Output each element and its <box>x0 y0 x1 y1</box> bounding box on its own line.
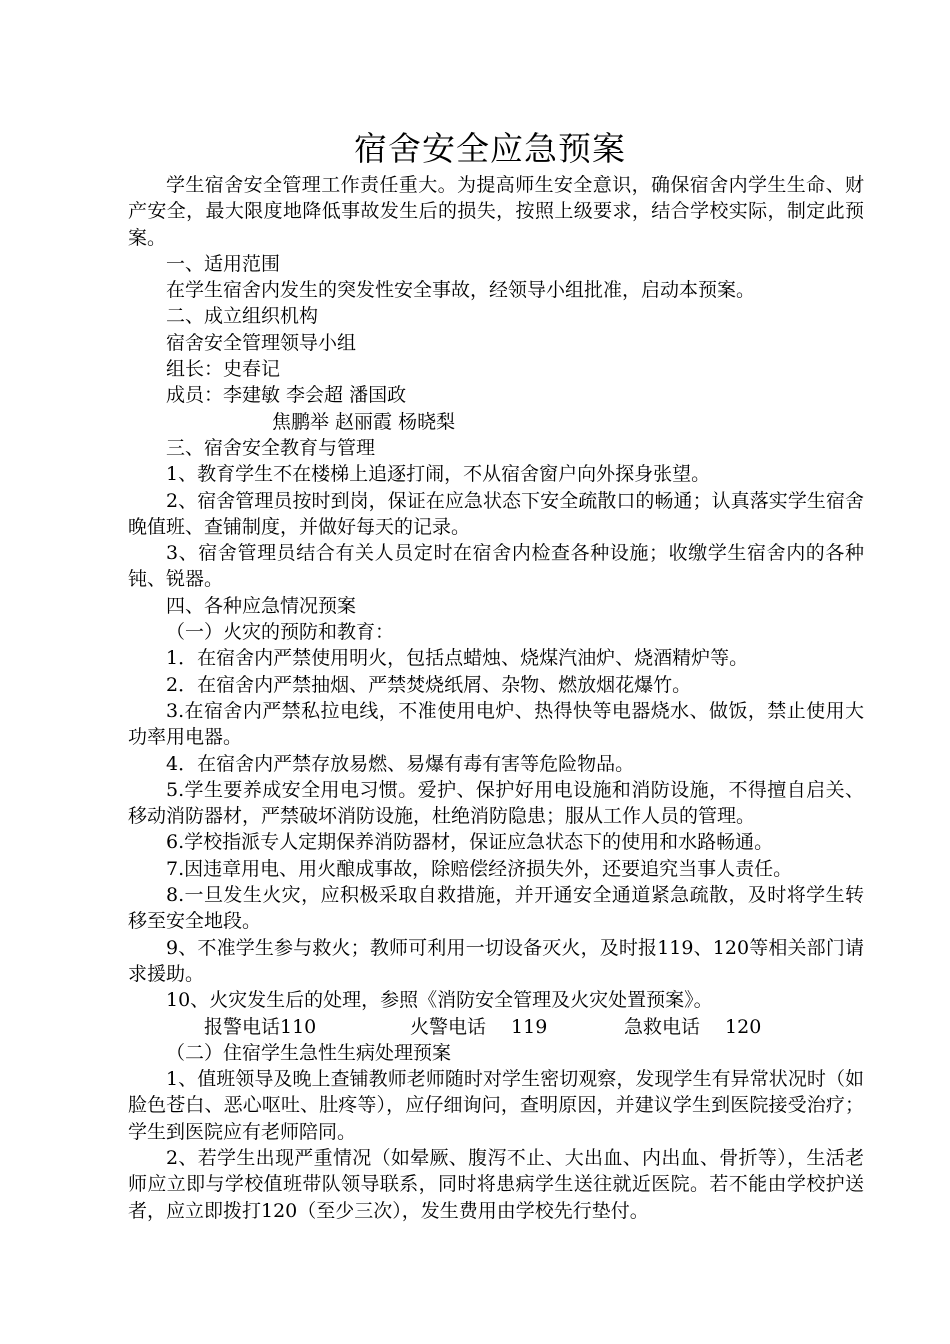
section-3-item-3: 3、宿舍管理员结合有关人员定时在宿舍内检查各种设施；收缴学生宿舍内的各种钝、锐器。 <box>128 542 864 591</box>
section-3-item-2: 2、宿舍管理员按时到岗，保证在应急状态下安全疏散口的畅通；认真落实学生宿舍晚值班、查铺制度，并做好每天的记录。 <box>128 489 864 538</box>
fire-item-2: 2．在宿舍内严禁抽烟、严禁焚烧纸屑、杂物、燃放烟花爆竹。 <box>166 673 692 696</box>
police-phone: 报警电话110 <box>204 1015 317 1038</box>
section-1-heading: 一、适用范围 <box>166 252 281 275</box>
illness-subheading: （二）住宿学生急性生病处理预案 <box>166 1041 452 1064</box>
section-4-heading: 四、各种应急情况预案 <box>166 594 357 617</box>
group-leader: 组长：史春记 <box>166 358 281 381</box>
intro-paragraph: 学生宿舍安全管理工作责任重大。为提高师生安全意识，确保宿舍内学生生命、财产安全，最大限度地降低事故发生后的损失，按照上级要求，结合学校实际，制定此预案。 <box>128 174 864 249</box>
fire-item-10: 10、火灾发生后的处理，参照《消防安全管理及火灾处置预案》。 <box>166 989 713 1012</box>
fire-subheading: （一）火灾的预防和教育： <box>166 621 395 644</box>
fire-item-5: 5.学生要养成安全用电习惯。爱护、保护好用电设施和消防设施，不得擅自启关、移动消防器材，严禁破坏消防设施，杜绝消防隐患；服从工作人员的管理。 <box>128 778 864 828</box>
section-2-heading: 二、成立组织机构 <box>166 305 319 328</box>
section-3-heading: 三、宿舍安全教育与管理 <box>166 436 376 459</box>
fire-item-3: 3.在宿舍内严禁私拉电线，不准使用电炉、热得快等电器烧水、做饭，禁止使用大功率用电器。 <box>128 699 864 749</box>
leadership-group: 宿舍安全管理领导小组 <box>166 331 357 354</box>
fire-item-7: 7.因违章用电、用火酿成事故，除赔偿经济损失外，还要追究当事人责任。 <box>166 857 793 880</box>
fire-item-8: 8.一旦发生火灾，应积极采取自救措施，并开通安全通道紧急疏散，及时将学生转移至安全地段。 <box>128 884 864 933</box>
illness-item-2: 2、若学生出现严重情况（如晕厥、腹泻不止、大出血、内出血、骨折等），生活老师应立即与学校值班带队领导联系，同时将患病学生送往就近医院。若不能由学校护送者，应立即拨打120（至少三次），发生费用由学校先行垫付。 <box>128 1146 864 1222</box>
section-3-item-1: 1、教育学生不在楼梯上追逐打闹，不从宿舍窗户向外探身张望。 <box>166 463 711 486</box>
illness-item-1: 1、值班领导及晚上查铺教师老师随时对学生密切观察，发现学生有异常状况时（如脸色苍白、恶心呕吐、肚疼等），应仔细询问，查明原因，并建议学生到医院接受治疗；学生到医院应有老师陪同。 <box>128 1068 864 1143</box>
group-members-line-2: 焦鹏举 赵丽霞 杨晓梨 <box>272 410 456 433</box>
fire-phone: 火警电话 119 <box>410 1015 548 1038</box>
ambulance-phone: 急救电话 120 <box>624 1015 762 1038</box>
fire-item-1: 1．在宿舍内严禁使用明火，包括点蜡烛、烧煤汽油炉、烧酒精炉等。 <box>166 647 749 670</box>
fire-item-4: 4．在宿舍内严禁存放易燃、易爆有毒有害等危险物品。 <box>166 752 635 775</box>
emergency-phones <box>128 1014 864 1040</box>
document-body <box>128 172 864 1224</box>
fire-item-6: 6.学校指派专人定期保养消防器材，保证应急状态下的使用和水路畅通。 <box>166 831 774 854</box>
section-1-text: 在学生宿舍内发生的突发性安全事故，经领导小组批准，启动本预案。 <box>166 279 756 302</box>
document-title: 宿舍安全应急预案 <box>354 129 626 168</box>
fire-item-9: 9、不准学生参与救火；教师可利用一切设备灭火，及时报119、120等相关部门请求援助。 <box>128 936 864 985</box>
group-members-line-1: 成员：李建敏 李会超 潘国政 <box>166 384 407 407</box>
